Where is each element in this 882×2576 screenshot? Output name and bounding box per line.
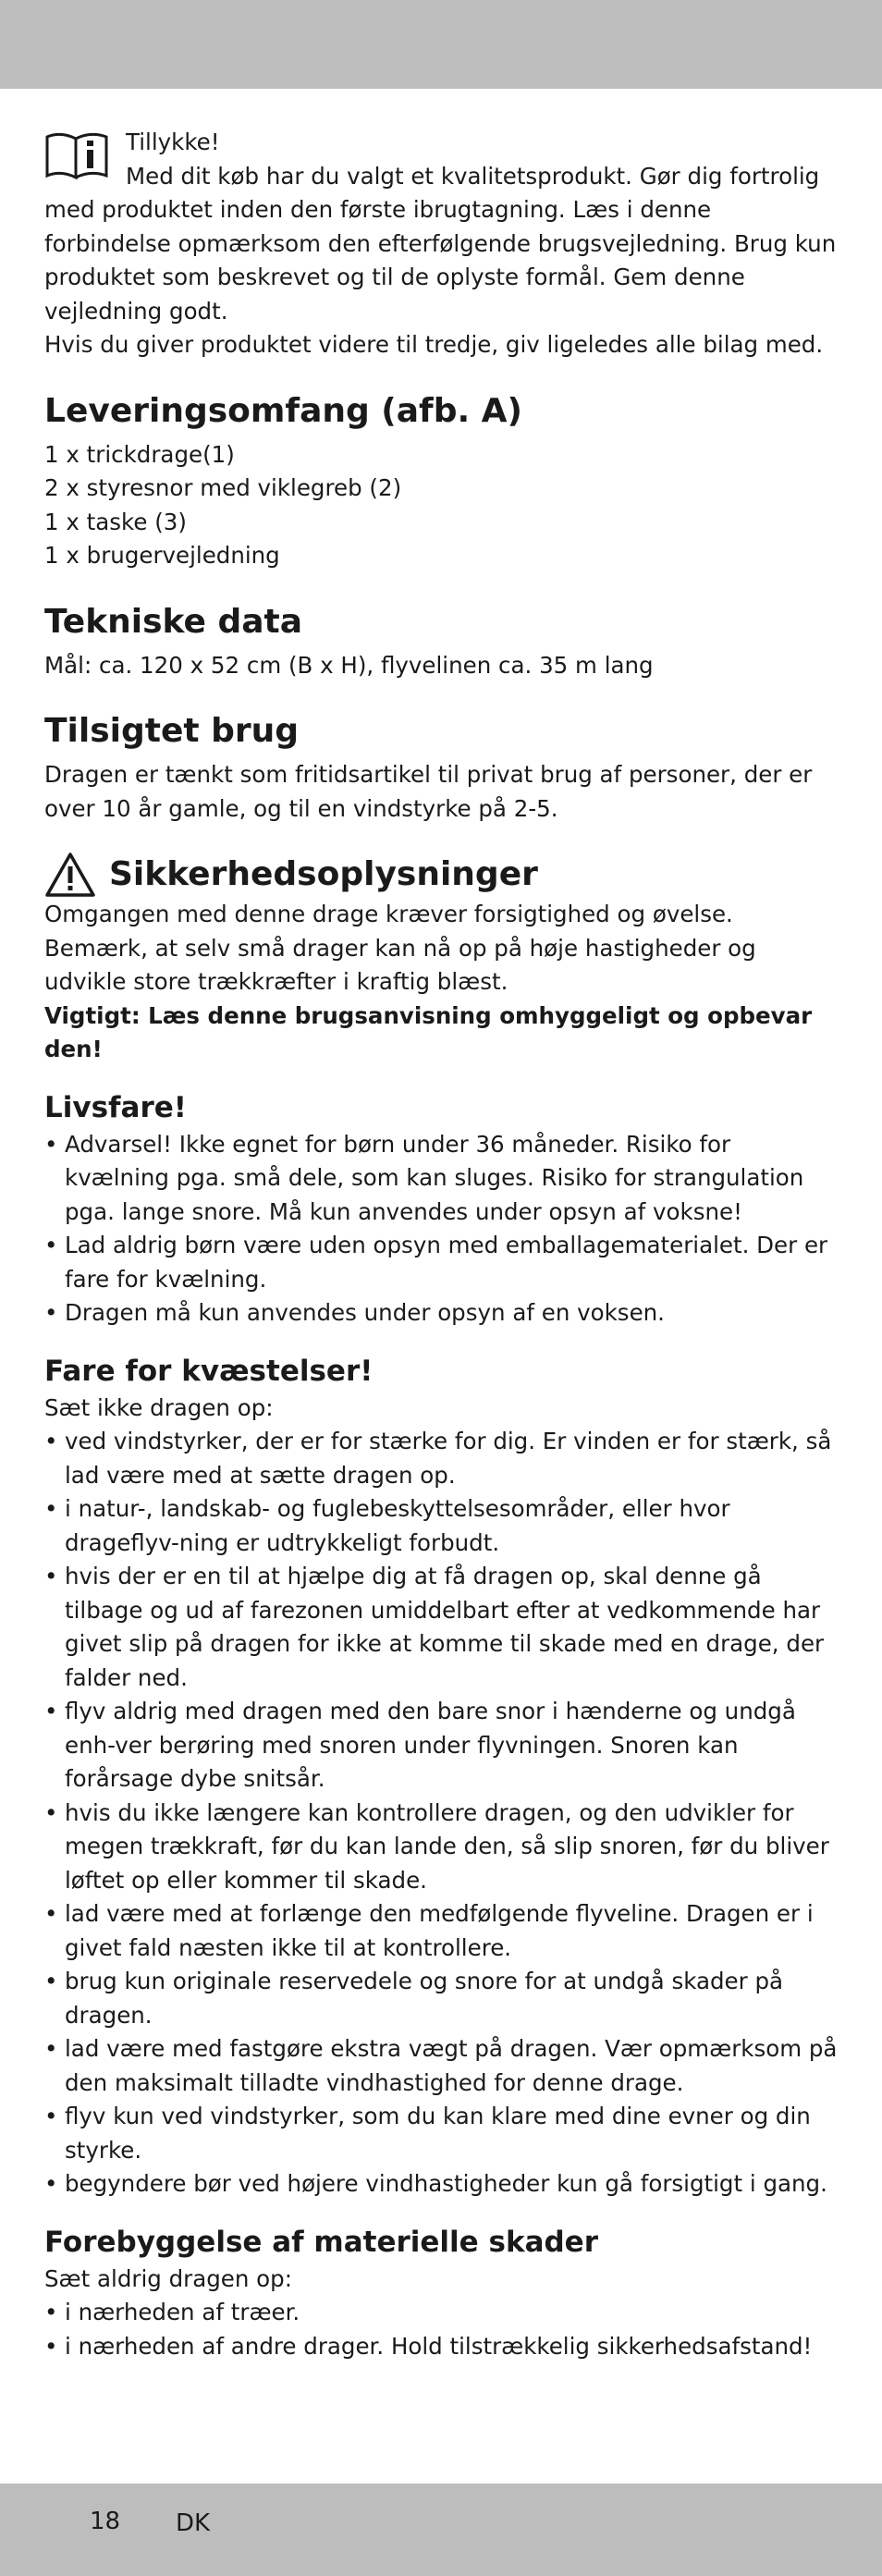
danger-section [44, 1087, 839, 1331]
prevention-heading: Forebyggelse af materielle skader [44, 2225, 598, 2259]
language-code: DK [176, 2509, 211, 2537]
manual-content [44, 126, 839, 2363]
prevention-intro: Sæt aldrig dragen op: [44, 2264, 292, 2292]
list-item: • hvis der er en til at hjælpe dig at få dragen op, skal denne gå tilbage og ud af farezonen umiddelbart efter at vedkommende har givet slip på dragen for ikke at komme til skade med en drage, der falder ned. [44, 1560, 839, 1695]
delivery-item: 2 x styresnor med viklegreb (2) [44, 474, 402, 501]
list-item: • brug kun originale reservedele og snore for at undgå skader på dragen. [44, 1965, 839, 2032]
delivery-item: 1 x trickdrage(1) [44, 440, 235, 468]
footer-bar [0, 2484, 882, 2576]
list-item: • lad være med at forlænge den medfølgende flyveline. Dragen er i givet fald næsten ikke til at kontrollere. [44, 1897, 839, 1965]
header-bar [0, 0, 882, 89]
injury-heading: Fare for kvæstelser! [44, 1354, 374, 1388]
list-item: • i nærheden af andre drager. Hold tilstrækkelig sikkerhedsafstand! [44, 2330, 839, 2364]
intended-heading: Tilsigtet brug [44, 712, 300, 750]
list-item: • Lad aldrig børn være uden opsyn med emballagematerialet. Der er fare for kvælning. [44, 1229, 839, 1296]
list-item: • begyndere bør ved højere vindhastigheder kun gå forsigtigt i gang. [44, 2167, 839, 2202]
intro-body-2: Hvis du giver produktet videre til tredje, giv ligeledes alle bilag med. [44, 331, 824, 358]
delivery-heading: Leveringsomfang (afb. A) [44, 391, 522, 430]
prevention-list [44, 2296, 839, 2363]
list-item: • Advarsel! Ikke egnet for børn under 36 måneder. Risiko for kvælning pga. små dele, som kan sluges. Risiko for strangulation pga. lange snore. Må kun anvendes under opsyn af voksne! [44, 1128, 839, 1230]
list-item: • i nærheden af træer. [44, 2296, 839, 2330]
safety-heading: Sikkerhedsoplysninger [109, 855, 538, 893]
list-item: • hvis du ikke længere kan kontrollere dragen, og den udvikler for megen trækkraft, før du kan lande den, så slip snoren, før du bliver løftet op eller kommer til skade. [44, 1797, 839, 1898]
page-number: 18 [90, 2508, 121, 2535]
safety-line-1: Omgangen med denne drage kræver forsigtighed og øvelse. [44, 901, 733, 927]
list-item: • ved vindstyrker, der er for stærke for dig. Er vinden er for stærk, så lad være med at sætte dragen op. [44, 1425, 839, 1492]
danger-list [44, 1128, 839, 1331]
injury-section [44, 1351, 839, 2202]
intro-title: Tillykke! [126, 129, 220, 155]
list-item: • lad være med fastgøre ekstra vægt på dragen. Vær opmærksom på den maksimalt tilladte vindhastighed for denne drage. [44, 2032, 839, 2100]
intended-text: Dragen er tænkt som fritidsartikel til privat brug af personer, der er over 10 år gamle, og til en vindstyrke på 2-5. [44, 761, 813, 822]
delivery-item: 1 x taske (3) [44, 508, 187, 535]
injury-list [44, 1425, 839, 2202]
intended-section [44, 708, 839, 826]
list-item: • flyv kun ved vindstyrker, som du kan klare med dine evner og din styrke. [44, 2100, 839, 2167]
list-item: • Dragen må kun anvendes under opsyn af en voksen. [44, 1296, 839, 1331]
intro-section [44, 126, 839, 362]
tech-text: Mål: ca. 120 x 52 cm (B x H), flyvelinen ca. 35 m lang [44, 651, 654, 679]
injury-intro: Sæt ikke dragen op: [44, 1393, 274, 1421]
tech-section [44, 599, 839, 683]
safety-line-2: Bemærk, at selv små drager kan nå op på høje hastigheder og udvikle store trækkræfter i kraftig blæst. [44, 934, 756, 995]
safety-heading-row [44, 852, 839, 898]
tech-heading: Tekniske data [44, 602, 303, 641]
danger-heading: Livsfare! [44, 1090, 187, 1124]
delivery-section [44, 388, 839, 573]
list-item: • flyv aldrig med dragen med den bare snor i hænderne og undgå enh-ver berøring med snoren under flyvningen. Snoren kan forårsage dybe snitsår. [44, 1695, 839, 1797]
warning-triangle-icon [44, 852, 96, 898]
safety-section [44, 852, 839, 1067]
intro-body: Med dit køb har du valgt et kvalitetsprodukt. Gør dig fortrolig med produktet inden den første ibrugtagning. Læs i denne forbindelse opmærksom den efterfølgende brugsvejledning. Brug kun produktet som beskrevet og til de oplyste formål. Gem denne vejledning godt. [44, 162, 837, 325]
book-info-icon [44, 129, 109, 181]
delivery-item: 1 x brugervejledning [44, 542, 280, 569]
prevention-section [44, 2222, 839, 2364]
safety-important: Vigtigt: Læs denne brugsanvisning omhyggeligt og opbevar den! [44, 1001, 813, 1062]
list-item: • i natur-, landskab- og fuglebeskyttelsesområder, eller hvor drageflyv-ning er udtrykkeligt forbudt. [44, 1492, 839, 1560]
